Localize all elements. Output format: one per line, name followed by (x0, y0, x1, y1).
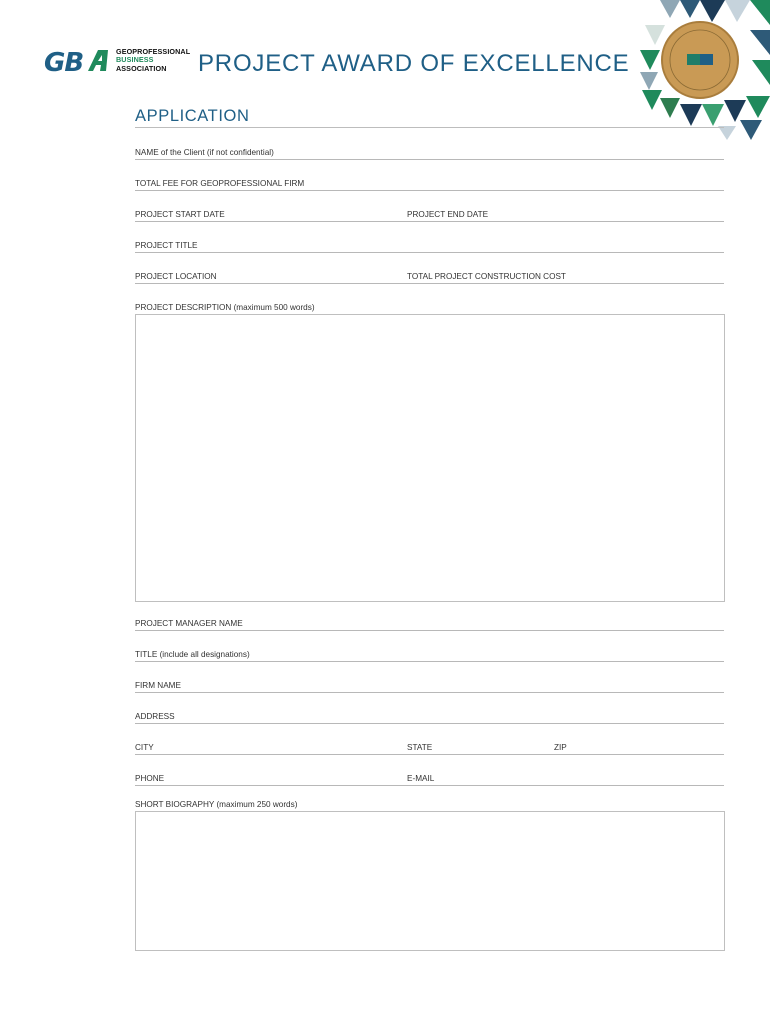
field-underline (135, 283, 389, 284)
svg-text:GB: GB (44, 48, 84, 76)
logo-wordmark (116, 48, 190, 73)
logo-line-3: ASSOCIATION (116, 63, 167, 73)
field-underline (135, 221, 389, 222)
field-underline (135, 785, 389, 786)
state-label: STATE (407, 743, 433, 752)
city-field[interactable] (135, 743, 389, 755)
field-underline (135, 661, 724, 662)
client-name-label: NAME of the Client (if not confidential) (135, 148, 274, 157)
project-title-field[interactable] (135, 241, 724, 253)
field-underline (389, 785, 724, 786)
logo-line-2: BUSINESS (116, 55, 154, 65)
logo-line-1: GEOPROFESSIONAL (116, 47, 191, 56)
field-underline (389, 221, 724, 222)
title-designations-label: TITLE (include all designations) (135, 650, 250, 659)
total-fee-field[interactable] (135, 179, 724, 191)
firm-name-label: FIRM NAME (135, 681, 181, 690)
section-divider (135, 127, 724, 128)
state-field[interactable] (389, 743, 537, 755)
zip-field[interactable] (537, 743, 724, 755)
phone-label: PHONE (135, 774, 165, 783)
phone-field[interactable] (135, 774, 389, 786)
project-title-label: PROJECT TITLE (135, 241, 198, 250)
field-underline (135, 190, 724, 191)
construction-cost-field[interactable] (389, 272, 724, 284)
gba-logo-mark (44, 48, 108, 76)
email-field[interactable] (389, 774, 724, 786)
end-date-label: PROJECT END DATE (407, 210, 489, 219)
start-date-field[interactable] (135, 210, 389, 222)
section-title: APPLICATION (135, 107, 250, 125)
field-underline (135, 723, 724, 724)
corner-decoration (640, 0, 770, 140)
field-underline (537, 754, 724, 755)
manager-name-field[interactable] (135, 619, 724, 631)
field-underline (135, 630, 724, 631)
firm-name-field[interactable] (135, 681, 724, 693)
email-label: E-MAIL (407, 774, 435, 783)
end-date-field[interactable] (389, 210, 724, 222)
field-underline (135, 252, 724, 253)
field-underline (135, 754, 389, 755)
address-field[interactable] (135, 712, 724, 724)
title-designations-field[interactable] (135, 650, 724, 662)
start-date-label: PROJECT START DATE (135, 210, 225, 219)
total-fee-label: TOTAL FEE FOR GEOPROFESSIONAL FIRM (135, 179, 305, 188)
manager-name-label: PROJECT MANAGER NAME (135, 619, 243, 628)
zip-label: ZIP (554, 743, 567, 752)
project-location-field[interactable] (135, 272, 389, 284)
construction-cost-label: TOTAL PROJECT CONSTRUCTION COST (407, 272, 566, 281)
biography-textarea[interactable] (135, 811, 725, 951)
biography-label: SHORT BIOGRAPHY (maximum 250 words) (135, 800, 298, 809)
description-textarea[interactable] (135, 314, 725, 602)
client-name-field[interactable] (135, 148, 724, 160)
project-location-label: PROJECT LOCATION (135, 272, 217, 281)
page-title: PROJECT AWARD OF EXCELLENCE (198, 50, 630, 77)
field-underline (389, 754, 537, 755)
award-seal-icon (662, 22, 738, 98)
field-underline (389, 283, 724, 284)
field-underline (135, 692, 724, 693)
address-label: ADDRESS (135, 712, 175, 721)
field-underline (135, 159, 724, 160)
city-label: CITY (135, 743, 154, 752)
description-label: PROJECT DESCRIPTION (maximum 500 words) (135, 303, 315, 312)
